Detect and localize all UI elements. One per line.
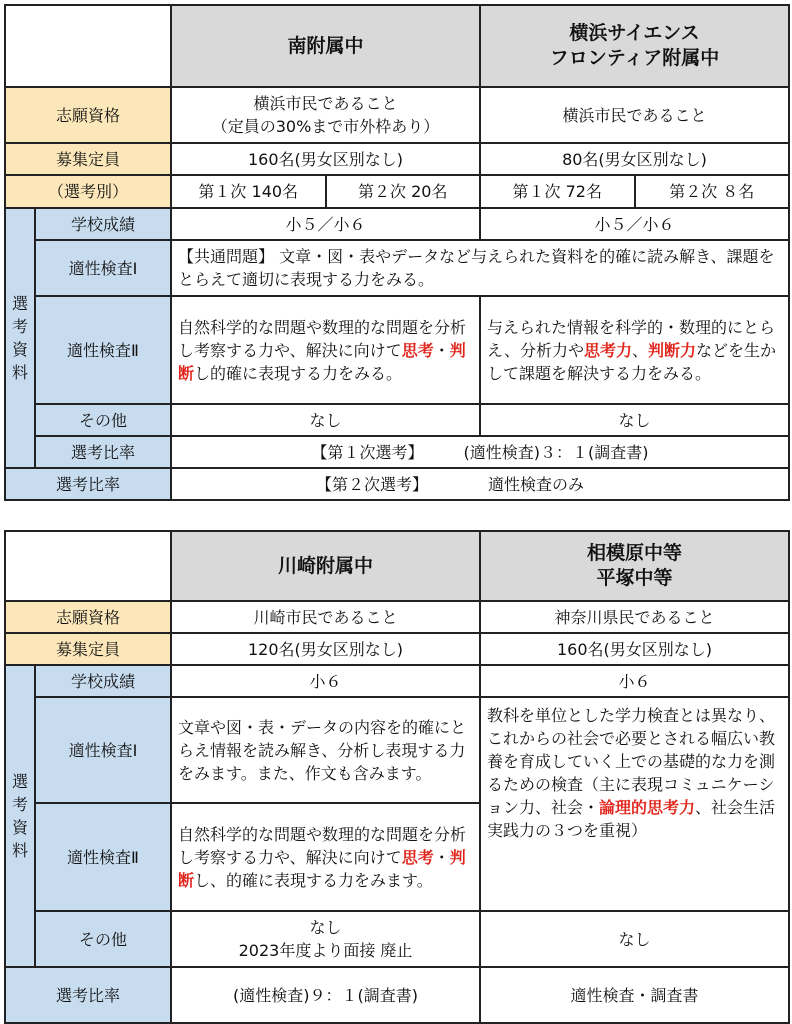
row-label-aptitude2: 適性検査Ⅱ — [35, 296, 171, 404]
by-stage-minami — [171, 175, 480, 208]
row-label-grades: 学校成績 — [35, 665, 171, 697]
row-label-capacity: 募集定員 — [5, 633, 171, 665]
aptitude1-kawasaki: 文章や図・表・データの内容を的確にとらえ情報を読み解き、分析し表現する力をみます。また、作文も含みます。 — [171, 697, 480, 803]
emphasis-judgment: 判断力 — [648, 340, 697, 360]
eligibility-kawasaki: 川崎市民であること — [171, 601, 480, 633]
emphasis-thinking: 思考力 — [583, 340, 632, 360]
aptitude2-minami: 自然科学的な問題や数理的な問題を分析し考察する力や、解決に向けて思考・判断し的確に表現する力をみる。 — [171, 296, 480, 404]
row-label-other: その他 — [35, 404, 171, 436]
emphasis-thinking: 思考 — [401, 340, 434, 360]
capacity-kawasaki: 120名(男女区別なし) — [171, 633, 480, 665]
capacity-ysf: 80名(男女区別なし) — [480, 143, 789, 175]
ratio-kanagawa: 適性検査・調査書 — [480, 967, 789, 1023]
row-label-ratio1: 選考比率 — [35, 436, 171, 468]
capacity-kanagawa: 160名(男女区別なし) — [480, 633, 789, 665]
row-label-ratio2: 選考比率 — [5, 468, 171, 500]
row-label-capacity: 募集定員 — [5, 143, 171, 175]
other-kanagawa: なし — [480, 911, 789, 967]
capacity-minami: 160名(男女区別なし) — [171, 143, 480, 175]
aptitude2-ysf: 与えられた情報を科学的・数理的にとらえ、分析力や思考力、判断力などを生かして課題を解決する力をみる。 — [480, 296, 789, 404]
other-minami: なし — [171, 404, 480, 436]
ratio-stage1: 【第１次選考】 (適性検査)３：１(調査書) — [171, 436, 789, 468]
ratio-kawasaki: (適性検査)９：１(調査書) — [171, 967, 480, 1023]
school-header-kawasaki: 川崎附属中 — [171, 531, 480, 601]
stage2-capacity: 第２次 ８名 — [669, 182, 755, 201]
row-label-by-stage: （選考別） — [5, 175, 171, 208]
grades-kawasaki: 小６ — [171, 665, 480, 697]
row-label-aptitude2: 適性検査Ⅱ — [35, 803, 171, 911]
other-kawasaki: なし 2023年度より面接 廃止 — [171, 911, 480, 967]
ratio-stage2: 【第２次選考】 適性検査のみ — [171, 468, 789, 500]
corner-cell — [5, 5, 171, 87]
selection-materials-label: 選 考 資 料 — [5, 665, 35, 967]
emphasis-thinking: 思考 — [401, 847, 434, 867]
eligibility-ysf: 横浜市民であること — [480, 87, 789, 143]
emphasis-judgment: 判断 — [178, 340, 466, 383]
stage1-capacity: 第１次 140名 — [172, 176, 327, 207]
selection-materials-label: 選 考 資 料 — [5, 208, 35, 468]
corner-cell — [5, 531, 171, 601]
row-label-grades: 学校成績 — [35, 208, 171, 240]
row-label-aptitude1: 適性検査Ⅰ — [35, 697, 171, 803]
eligibility-kanagawa: 神奈川県民であること — [480, 601, 789, 633]
aptitude2-kawasaki: 自然科学的な問題や数理的な問題を分析し考察する力や、解決に向けて思考・判断し、的確に表現する力をみます。 — [171, 803, 480, 911]
stage1-capacity: 第１次 72名 — [481, 176, 636, 207]
school-header-ysf: 横浜サイエンス フロンティア附属中 — [480, 5, 789, 87]
by-stage-ysf — [480, 175, 789, 208]
row-label-ratio: 選考比率 — [5, 967, 171, 1023]
aptitude1-common: 【共通問題】 文章・図・表やデータなど与えられた資料を的確に読み解き、課題をとらえて適切に表現する力をみる。 — [171, 240, 789, 296]
school-header-sagamihara-hiratsuka: 相模原中等 平塚中等 — [480, 531, 789, 601]
eligibility-minami: 横浜市民であること （定員の30%まで市外枠あり） — [171, 87, 480, 143]
grades-ysf: 小５／小６ — [480, 208, 789, 240]
emphasis-judgment: 判断 — [178, 847, 466, 890]
selection-table-kawasaki-kanagawa — [4, 530, 790, 1024]
grades-minami: 小５／小６ — [171, 208, 480, 240]
stage2-capacity: 第２次 20名 — [358, 182, 448, 201]
selection-table-yokohama — [4, 4, 790, 501]
grades-kanagawa: 小６ — [480, 665, 789, 697]
emphasis-logical-thinking: 論理的思考力 — [599, 798, 696, 817]
other-ysf: なし — [480, 404, 789, 436]
row-label-other: その他 — [35, 911, 171, 967]
aptitude-combined-kanagawa: 教科を単位とした学力検査とは異なり、これからの社会で必要とされる幅広い教養を育成していく上での基礎的な力を測るための検査（主に表現コミュニケーション力、社会・論理的思考力、社会生活実践力の３つを重視） — [480, 697, 789, 911]
row-label-eligibility: 志願資格 — [5, 601, 171, 633]
school-header-minami: 南附属中 — [171, 5, 480, 87]
row-label-aptitude1: 適性検査Ⅰ — [35, 240, 171, 296]
row-label-eligibility: 志願資格 — [5, 87, 171, 143]
